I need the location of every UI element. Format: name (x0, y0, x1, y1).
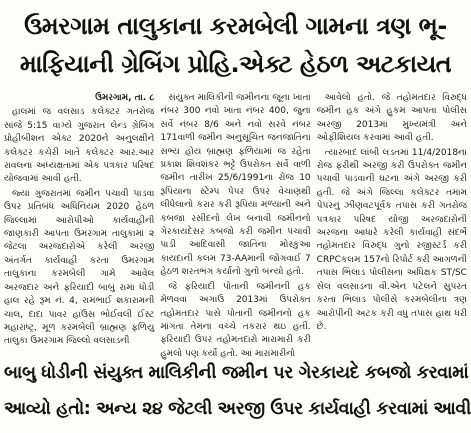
footer-headline-line-2: આવ્યો હતો: અન્ય ૨૪ જેટલી અરજી ઉપર કાર્યવાહી કરવામાં આવી (4, 399, 471, 419)
dateline: ઉમરગામ, તા. ૮ (95, 93, 155, 103)
article-paragraph: જે ફરિયાદી પોતાની જમીનની હક મેળવવા અગાઉ 2013માં ઉપરોક્ત તહોમતદાર પાસે પોતાની જમીનનો હક માંગતા તેમના વચ્ચે તકરાર થઇ હતી. ફરિયાદી ઉપર તહોમતદારો મારામારી કરી હુમલો પણ કર્યો હતો. આ મારામારીનો (160, 281, 311, 359)
article-paragraph: હાલમાં જ વલસાડ કલેક્ટર ગતરોજ સાંજે 5:15 વાગ્યે ગુજરાત લેન્ડ ગ્રેબિંગ પ્રોહીબીશન એક્ટ 2020ને અનુલક્ષીને કલેક્ટર કચેરી ખાતે કલેક્ટર આર.આર રાવલના અધ્યક્ષતામાં એક પત્રકાર પરિષદ યોજવામાં આવી હતી. (4, 107, 155, 185)
article-column-2 (160, 92, 311, 359)
article-paragraph: સંયુક્ત માલિકીની જમીનના જૂના ખાતા નંબર 300 નવો ખાતા નંબર 400, જુના સર્વે નંબર 8/6 અને નવો સરવે નંબર 171વાળી જમીન અનુસૂચિત જનજાતિના સભ્ય હોય બ્રાહ્મણ ફળિયામાં જ રહેતા પ્રકાશ શિવશંકર ભટ્ટે ઉપરોક્ત સર્વે વાળી જમીન તારીખ 25/6/1991ના રોજ 10 રૂપિયાના સ્ટેમ્પ પેપર ઉપર વેચાણથી લીધેલાનો કરાર કરી રૂપિયા મળ્યાની અને કબજા રસીદનો લેખ બનાવી જમીનનો ગેરકાયદેસર કબજો કરી જમીન પચાવી પાડી આદિવાસી જાતિના મોસ્કુઆ કાયદાની કલમ 73-AAમાની જોગવાઈ 7 હેઠળ શરતભંગ કર્યાનો ગુનો બન્યો હતો. (160, 93, 311, 278)
headline-line-2: માફિયાની ગ્રેબિંગ પ્રોહિ.એક્ટ હેઠળ અટકાયત (19, 50, 452, 78)
article-paragraph: આવેલો હતો. જે તહોમતદાર વિરુદ્ધ જમીન હક અંગે હુકમ આપતા પોલીસ અરજી 2013માં મુખ્યમંત્રી અને ઓફીશિયલ કરવામાં આવી હતી. (316, 93, 467, 144)
footer-headline-line-1: બાબુ ધોડીની સંયુક્ત માલિકીની જમીન પર ગેરકાયદે કબજો કરવામાં (4, 363, 469, 383)
article-column-3 (317, 92, 467, 350)
headline-line-1: ઉમરગામ તાલુકાના કરમબેલી ગામના ત્રણ ભૂ- (24, 12, 447, 40)
article-column-1 (4, 92, 154, 350)
article-paragraph: જ્યાં ગુજરાતમાં જમીન પચાવી પાડવા ઉપર પ્રતિબંધ અધિનિયમ 2020 હેઠળ જિલ્લામાં આરોપીઓ કાર્યવાહીની જાણકારી આપતા ઉમરગામ તાલુકામાં ૨ જેટલા અરજદારોએ કરેલી અરજી અંતર્ગત કાર્યવાહી કરતા ઉમરગામ તાલુકાના કરમબેલી ગામે આવેલ અરજદાર અને ફરિયાદી બાબુ રામા ધોડી હાલ રહે રૂમ નં. 4, રામભાઈ શકારામની ચાલ, દાદા પાવર હાઉસ ભોઈવલી ઈસ્ટ મહારાષ્ટ્ર, મૂળ કરમબેલી બ્રાહ્મણ ફળિયુ તાલુકા ઉમરગામ જિલ્લો વલસાડની (4, 188, 155, 347)
article-body (4, 92, 467, 359)
article-paragraph: ત્યારબાદ લાંબી લડતમાં 11/4/2018ના રોજ ફરીથી અરજી કરી ઉપરોક્ત જમીન પચાવી પાડવાની ઘટના અંગે અરજી કરી હતી. જે અંગે જિલ્લા કલેક્ટર તમામ પેપરનું ઝીણવટપૂર્વક તપાસ કરી ગતરોજ પત્રકાર પરિષદ યોજી અરજદારોની અરજના આધારે કરેલી કાર્યવાહી સંદર્ભે તહોમતદાર વિરુદ્ધ ગુનો રજીસ્ટર્ડ કરી CRPCકલમ 157નો રિપોર્ટ કરી આગળની તપાસ ભિલાડ પોલીસના અધિક્ષક ST/SC સેલ વલસાડના વી.એન પટેલને સુપરત કરતા ભિલાડ પોલીસે કરમબેલીના ત્રણ આરોપીની અટક કરી વધુ તપાસ હાથ ધરી છે. (316, 147, 467, 332)
